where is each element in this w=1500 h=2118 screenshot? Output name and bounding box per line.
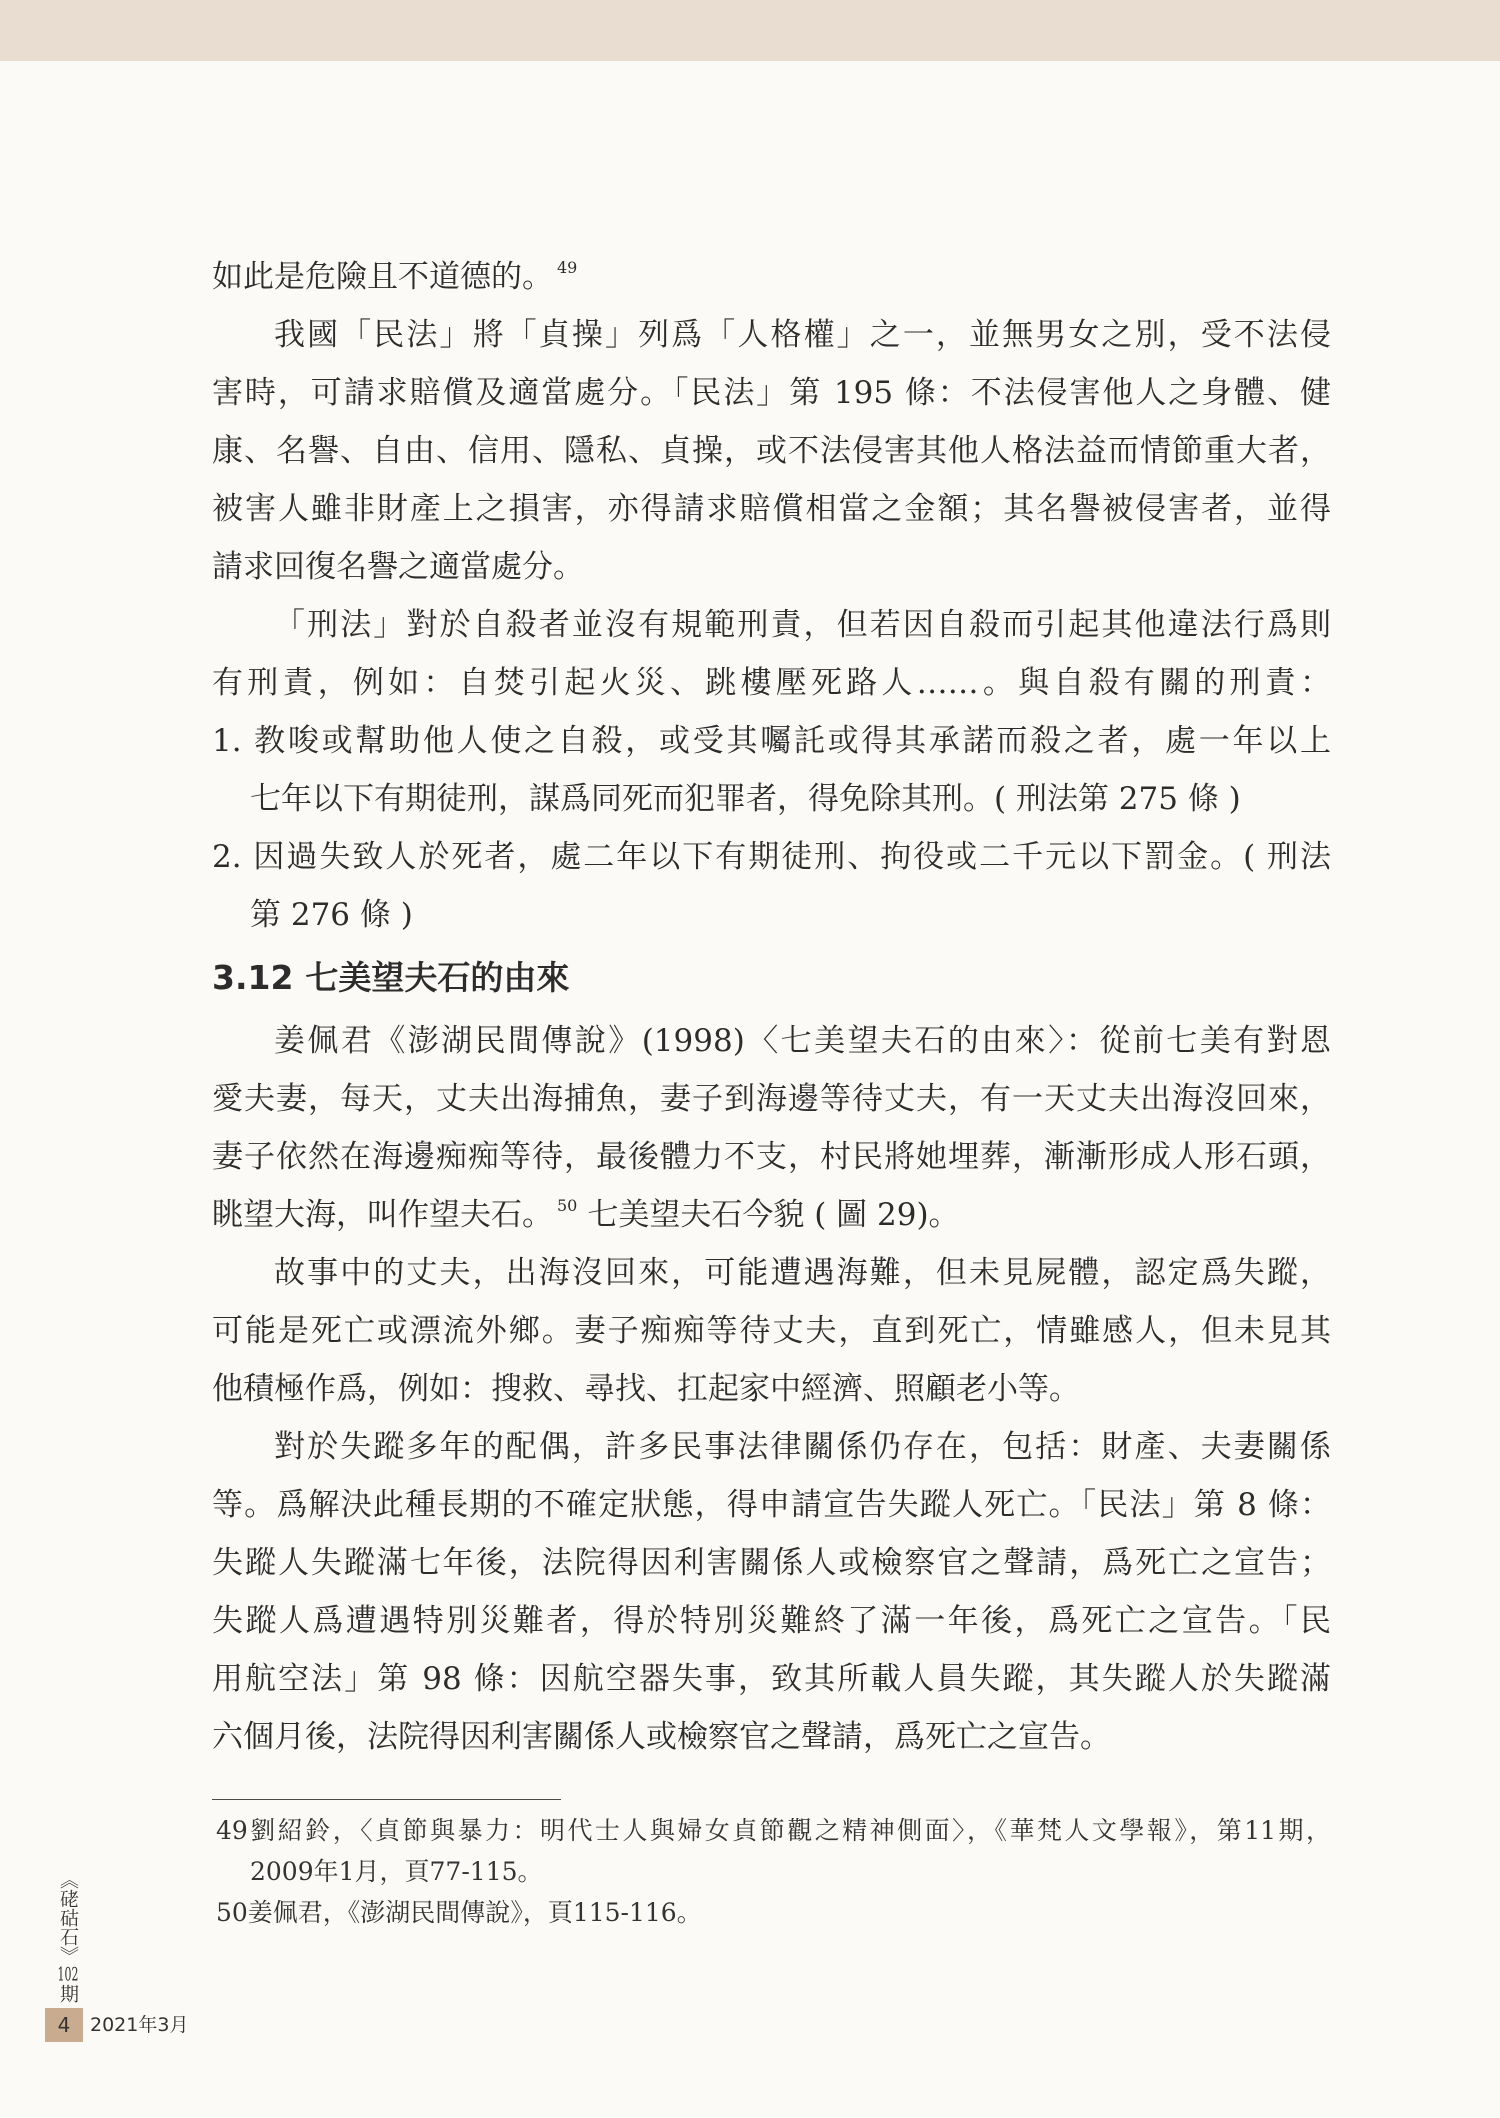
paragraph-line: 失蹤人失蹤滿七年後，法院得因利害關係人或檢察官之聲請，爲死亡之宣告；	[212, 1545, 1331, 1581]
footnote-line: 2009年1月，頁77-115。	[250, 1857, 543, 1886]
paragraph	[212, 248, 1331, 306]
numbered-list	[212, 712, 1331, 944]
section-number: 3.12	[212, 958, 294, 997]
paragraph-line: 對於失蹤多年的配偶，許多民事法律關係仍存在，包括：財產、夫妻關係	[274, 1429, 1331, 1465]
paragraph-line: 他積極作爲，例如：搜救、尋找、扛起家中經濟、照顧老小等。	[212, 1371, 1080, 1407]
paragraph-line: 請求回復名譽之適當處分。	[212, 549, 584, 585]
footnotes	[212, 1810, 1331, 1933]
paragraph-line: 被害人雖非財產上之損害，亦得請求賠償相當之金額；其名譽被侵害者，並得	[212, 491, 1331, 527]
section-heading	[212, 944, 1331, 1012]
paragraph	[212, 1418, 1331, 1766]
paragraph-line: 愛夫妻，每天，丈夫出海捕魚，妻子到海邊等待丈夫，有一天丈夫出海沒回來，	[212, 1081, 1331, 1117]
paragraph-line: 我國「民法」將「貞操」列爲「人格權」之一，並無男女之別，受不法侵	[274, 317, 1331, 353]
paragraph-line	[212, 248, 1331, 306]
section-title: 七美望夫石的由來	[305, 958, 570, 997]
list-number: 2.	[212, 839, 242, 875]
list-number: 1.	[212, 723, 242, 759]
list-item	[212, 712, 1331, 828]
footnote-ref: 50	[557, 1196, 578, 1215]
issue-date: 2021年3月	[90, 2014, 189, 2036]
issue-number: 102	[57, 1965, 79, 1984]
footnote-line: 49劉紹鈴，〈貞節與暴力：明代士人與婦女貞節觀之精神側面〉，《華梵人文學報》，第11期，	[216, 1816, 1331, 1845]
paragraph	[212, 1244, 1331, 1418]
paragraph-line: 姜佩君《澎湖民間傳說》(1998)〈七美望夫石的由來〉：從前七美有對恩	[274, 1023, 1331, 1059]
line-text: 因過失致人於死者，處二年以下有期徒刑、拘役或二千元以下罰金。( 刑法	[253, 839, 1331, 875]
line-text: 教唆或幫助他人使之自殺，或受其囑託或得其承諾而殺之者，處一年以上	[254, 723, 1331, 759]
issue-suffix: 期	[57, 1984, 79, 2003]
line-text: 七美望夫石今貌 ( 圖 29)。	[587, 1197, 960, 1233]
paragraph-line: 害時，可請求賠償及適當處分。「民法」第 195 條：不法侵害他人之身體、健	[212, 375, 1331, 411]
top-color-band	[0, 0, 1500, 61]
paragraph-line: 失蹤人爲遭遇特別災難者，得於特別災難終了滿一年後，爲死亡之宣告。「民	[212, 1603, 1331, 1639]
paragraph	[212, 596, 1331, 712]
footnote-line: 50姜佩君，《澎湖民間傳說》，頁115-116。	[216, 1898, 702, 1927]
line-text: 如此是危險且不道德的。	[212, 259, 553, 295]
footnote-ref: 49	[557, 258, 578, 277]
list-item-line	[212, 712, 1331, 770]
paragraph-line: 有刑責，例如：自焚引起火災、跳樓壓死路人……。與自殺有關的刑責：	[212, 665, 1331, 701]
journal-title-vertical	[56, 1870, 80, 2003]
article-body	[212, 248, 1331, 1766]
line-text: 眺望大海，叫作望夫石。	[212, 1197, 553, 1233]
list-item-line: 第 276 條 )	[250, 897, 413, 933]
list-item-line	[212, 828, 1331, 886]
paragraph-line: 「刑法」對於自殺者並沒有規範刑責，但若因自殺而引起其他違法行爲則	[274, 607, 1331, 643]
paragraph-line: 妻子依然在海邊痴痴等待，最後體力不支，村民將她埋葬，漸漸形成人形石頭，	[212, 1139, 1331, 1175]
paragraph-line: 康、名譽、自由、信用、隱私、貞操，或不法侵害其他人格法益而情節重大者，	[212, 433, 1331, 469]
paragraph-line: 故事中的丈夫，出海沒回來，可能遭遇海難，但未見屍體，認定爲失蹤，	[274, 1255, 1331, 1291]
page-number: 4	[45, 2008, 83, 2042]
paragraph-line: 等。爲解決此種長期的不確定狀態，得申請宣告失蹤人死亡。「民法」第 8 條：	[212, 1487, 1331, 1523]
list-item-line: 七年以下有期徒刑，謀爲同死而犯罪者，得免除其刑。( 刑法第 275 條 )	[250, 781, 1241, 817]
paragraph-line: 六個月後，法院得因利害關係人或檢察官之聲請，爲死亡之宣告。	[212, 1719, 1111, 1755]
footnote-divider	[212, 1799, 561, 1800]
paragraph-line	[212, 1186, 1331, 1244]
list-item	[212, 828, 1331, 944]
journal-title: 《硓𥑮石》	[57, 1870, 79, 1965]
paragraph	[212, 306, 1331, 596]
paragraph-line: 用航空法」第 98 條：因航空器失事，致其所載人員失蹤，其失蹤人於失蹤滿	[212, 1661, 1331, 1697]
paragraph	[212, 1012, 1331, 1244]
paragraph-line: 可能是死亡或漂流外鄉。妻子痴痴等待丈夫，直到死亡，情雖感人，但未見其	[212, 1313, 1331, 1349]
